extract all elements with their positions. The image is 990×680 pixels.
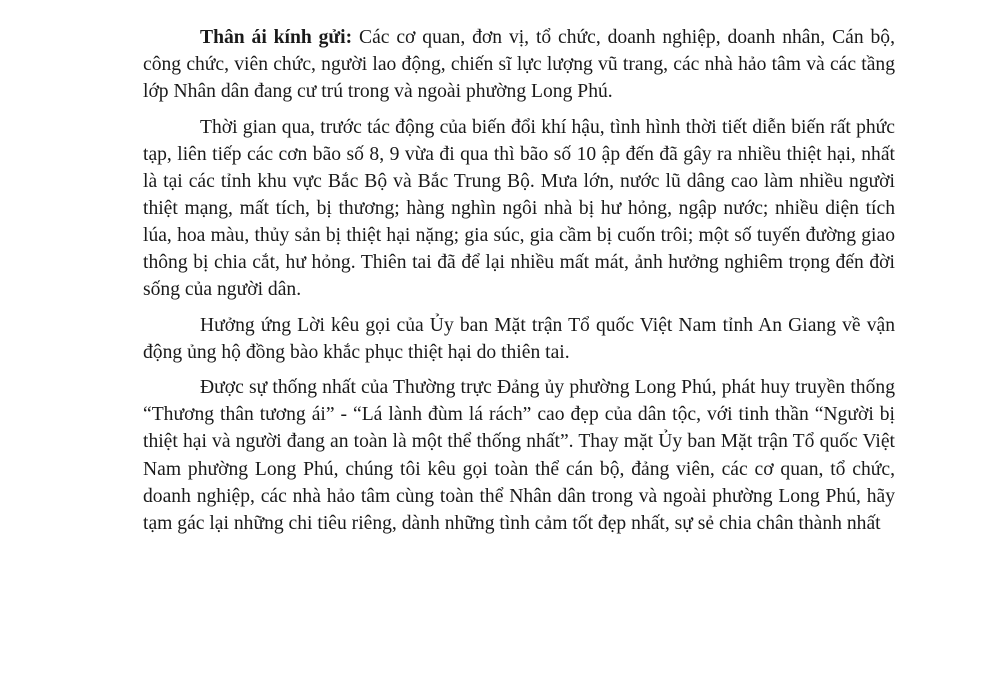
document-body	[143, 24, 895, 545]
salutation-paragraph	[143, 24, 895, 105]
body-paragraph-disaster: Thời gian qua, trước tác động của biến đổi khí hậu, tình hình thời tiết diễn biến rất phức tạp, liên tiếp các cơn bão số 8, 9 vừa đi qua thì bão số 10 ập đến đã gây ra nhiều thiệt hại, nhất là tại các tỉnh khu vực Bắc Bộ và Bắc Trung Bộ. Mưa lớn, nước lũ dâng cao làm nhiều người thiệt mạng, mất tích, bị thương; hàng nghìn ngôi nhà bị hư hỏng, ngập nước; nhiều diện tích lúa, hoa màu, thủy sản bị thiệt hại nặng; gia súc, gia cầm bị cuốn trôi; một số tuyến đường giao thông bị chia cắt, hư hỏng. Thiên tai đã để lại nhiều mất mát, ảnh hưởng nghiêm trọng đến đời sống của người dân.	[143, 116, 895, 301]
salutation-text: Các cơ quan, đơn vị, tổ chức, doanh nghiệp, doanh nhân, Cán bộ, công chức, viên chức, người lao động, chiến sĩ lực lượng vũ trang, các nhà hảo tâm và các tầng lớp Nhân dân đang cư trú trong và ngoài phường Long Phú.	[143, 27, 895, 103]
body-paragraph-appeal: Được sự thống nhất của Thường trực Đảng ủy phường Long Phú, phát huy truyền thống “Thương thân tương ái” - “Lá lành đùm lá rách” cao đẹp của dân tộc, với tinh thần “Người bị thiệt hại và người đang an toàn là một thể thống nhất”. Thay mặt Ủy ban Mặt trận Tổ quốc Việt Nam phường Long Phú, chúng tôi kêu gọi toàn thể cán bộ, đảng viên, các cơ quan, tổ chức, doanh nghiệp, các nhà hảo tâm cùng toàn thể Nhân dân trong và ngoài phường Long Phú, hãy tạm gác lại những chi tiêu riêng, dành những tình cảm tốt đẹp nhất, sự sẻ chia chân thành nhất	[143, 377, 895, 534]
body-paragraph-response: Hưởng ứng Lời kêu gọi của Ủy ban Mặt trận Tổ quốc Việt Nam tỉnh An Giang về vận động ủng hộ đồng bào khắc phục thiệt hại do thiên tai.	[143, 314, 895, 363]
salutation-lead: Thân ái kính gửi:	[200, 27, 353, 48]
